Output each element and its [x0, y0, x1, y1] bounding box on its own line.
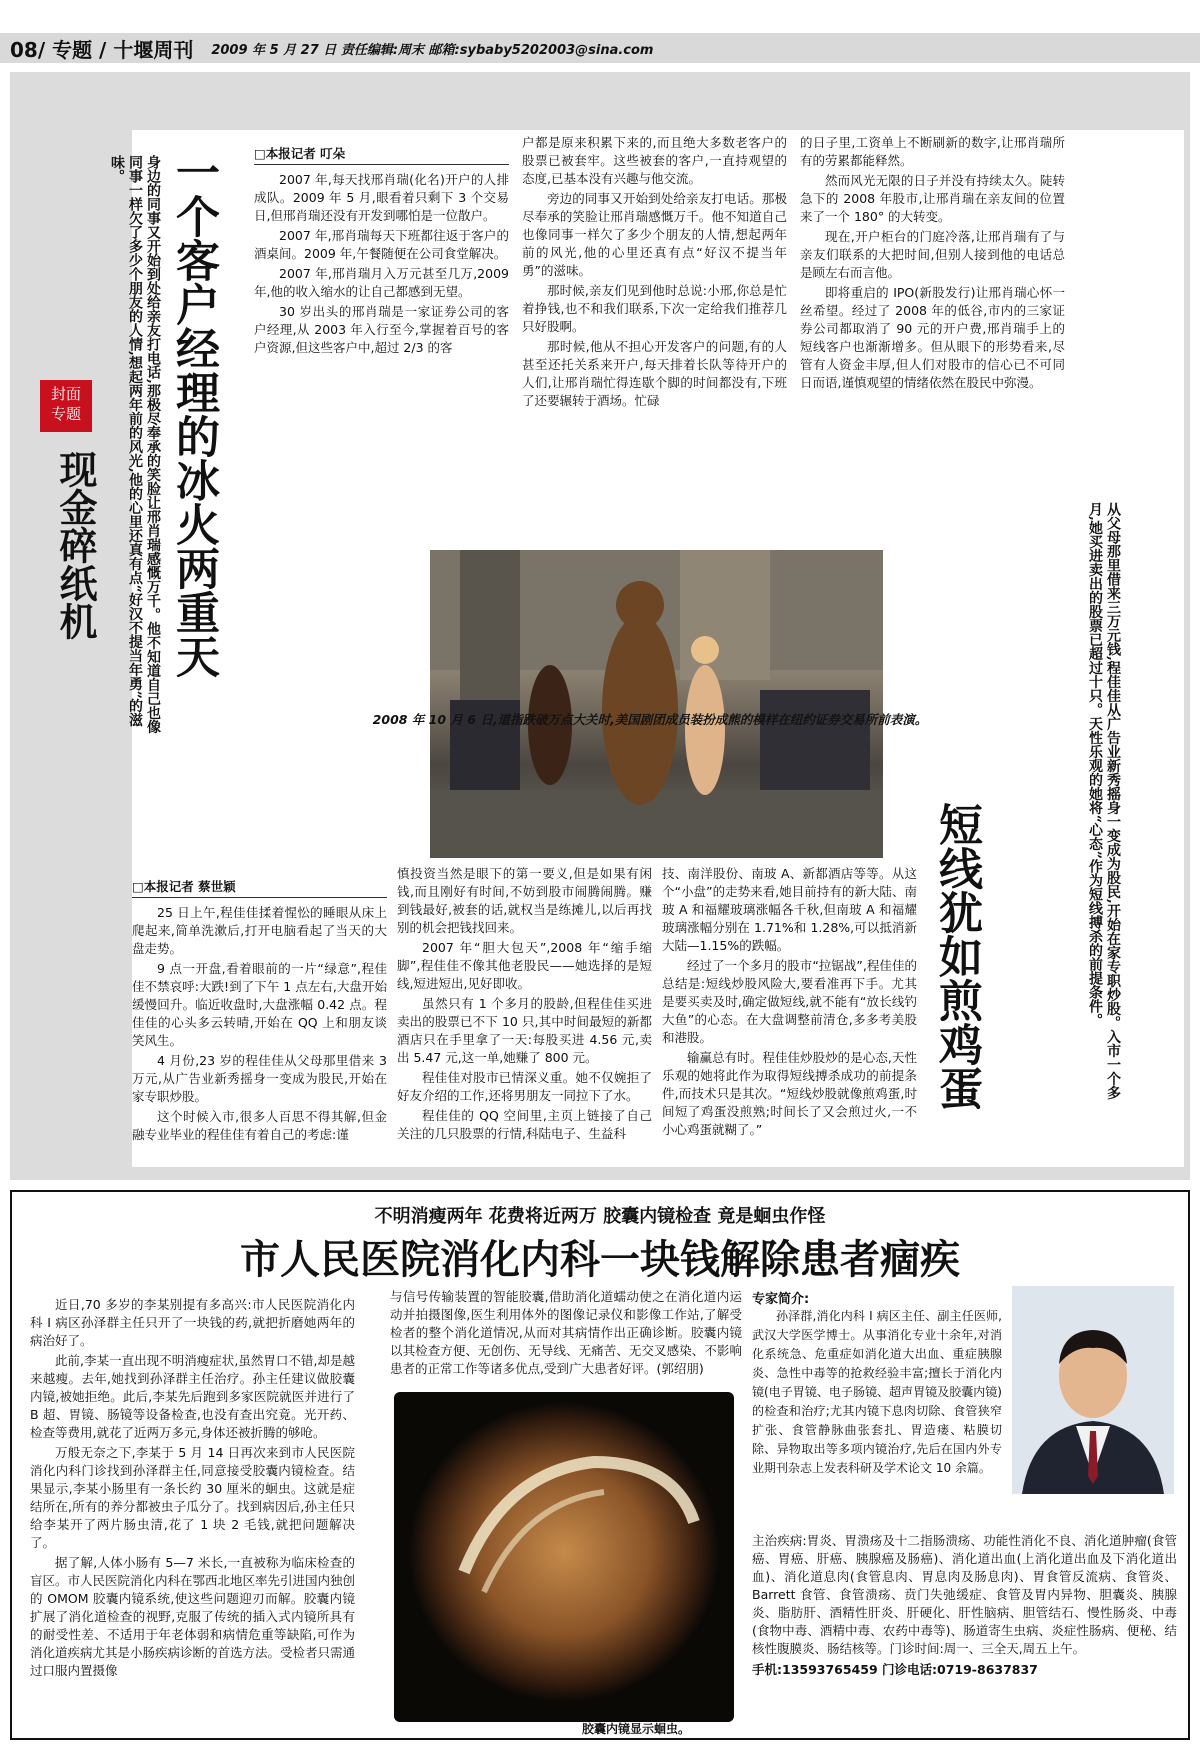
- expert-bio: 孙泽群,消化内科 I 病区主任、副主任医师,武汉大学医学博士。从事消化专业十余年,对消化系统急、危重症如消化道大出血、重症胰腺炎、急性中毒等的抢救经验丰富;擅长于消化内镜(电子胃镜、电子肠镜、超声胃镜及胶囊内镜)的检查和治疗;尤其内镜下息肉切除、食管狭窄扩张、食管静脉曲张套扎、胃造瘘、粘膜切除、异物取出等多项内镜治疗,先后在国内外专业期刊杂志上发表科研及学术论文 10 余篇。: [752, 1309, 1002, 1475]
- expert-label: 专家简介:: [752, 1292, 810, 1307]
- paragraph: 与信号传输装置的智能胶囊,借助消化道蠕动使之在消化道内运动并拍摄图像,医生利用体外的图像记录仪和影像工作站,了解受检者的整个消化道情况,从而对其病情作出正确诊断。胶囊内镜以其检查方便、无创伤、无导线、无痛苦、无交叉感染、不影响患者的正常工作等诸多优点,受到广大患者好评。(郭绍朋): [390, 1289, 742, 1376]
- article-2-byline: □本报记者 蔡世颖: [132, 877, 387, 898]
- paragraph: 4 月份,23 岁的程佳佳从父母那里借来 3 万元,从广告业新秀摇身一变成为股民,开始在家专职炒股。: [132, 1053, 387, 1104]
- capsule-photo-caption: 胶囊内镜显示蛔虫。: [582, 1722, 691, 1736]
- paragraph: 技、南洋股份、南玻 A、新都酒店等等。从这个“小盘”的走势来看,她目前持有的新大陆、南玻 A 和福耀玻璃涨幅各千秋,但南玻 A 和福耀玻璃涨幅分别在 1.71%和 1.28%,可以抵消新大陆—1.15%的跌幅。: [662, 866, 917, 953]
- contact-phone: 手机:13593765459 门诊电话:0719-8637837: [752, 1662, 1038, 1677]
- ad-headline: 市人民医院消化内科一块钱解除患者痼疾: [240, 1236, 960, 1283]
- paragraph: 2007 年,邢肖瑞月入万元甚至几万,2009 年,他的收入缩水的让自己都感到无望。: [254, 266, 509, 299]
- paragraph: 户都是原来积累下来的,而且绝大多数老客户的股票已被套牢。这些被套的客户,一直持观望的态度,已基本没有兴趣与他交流。: [522, 135, 787, 186]
- article-2-col-3: [662, 865, 917, 1141]
- article-1-deck: 身边的同事又开始到处给亲友打电话,那极尽奉承的笑脸让邢肖瑞感慨万千。他不知道自己也像同事一样欠了多少个朋友的人情,想起两年前的风光,他的心里还真有点“好汉不提当年勇”的滋味。: [109, 155, 161, 734]
- paragraph: 慎投资当然是眼下的第一要义,但是如果有闲钱,而且刚好有时间,不妨到股市闹腾闹腾。赚到钱最好,被套的话,就权当是练摊儿,以后再找别的机会把钱找回来。: [397, 866, 652, 935]
- paragraph: 万般无奈之下,李某于 5 月 14 日再次来到市人民医院消化内科门诊找到孙泽群主任,同意接受胶囊内镜检查。结果显示,李某小肠里有一条长约 30 厘米的蛔虫。这就是症结所在,所有的养分都被虫子瓜分了。找到病因后,孙主任只给李某开了两片肠虫清,花了 1 块 2 毛钱,就把问题解决了。: [30, 1445, 355, 1550]
- article-2-col-1: [132, 877, 387, 1146]
- capsule-endoscopy-photo: [394, 1392, 734, 1722]
- article-1-col-3: [800, 134, 1065, 394]
- article-1-col-2: [522, 134, 787, 412]
- article-2-col-2: [397, 865, 652, 1145]
- treatment-info: [752, 1532, 1177, 1678]
- paragraph: 然而风光无限的日子并没有持续太久。陡转急下的 2008 年股市,让邢肖瑞在亲友间的位置来了一个 180° 的大转变。: [800, 173, 1065, 224]
- paragraph: 9 点一开盘,看着眼前的一片“绿意”,程佳佳不禁哀呼:大跌!到了下午 1 点左右,大盘开始缓慢回升。临近收盘时,大盘涨幅 0.42 点。程佳佳的心头多云转晴,开始在 QQ 上和朋友谈笑风生。: [132, 961, 387, 1048]
- paragraph: 虽然只有 1 个多月的股龄,但程佳佳买进卖出的股票已不下 10 只,其中时间最短的新都酒店只在手里拿了一天:每股买进 4.56 元,卖出 5.47 元,这一单,她赚了 800 元。: [397, 996, 652, 1065]
- paragraph: 的日子里,工资单上不断刷新的数字,让邢肖瑞所有的劳累都能释然。: [800, 135, 1065, 168]
- paragraph: 那时候,他从不担心开发客户的问题,有的人甚至还托关系来开户,每天排着长队等待开户的人们,让邢肖瑞忙得连歇个脚的时间都没有,下班了还要辗转于酒场。忙碌: [522, 339, 787, 408]
- ad-col-1: [30, 1296, 355, 1682]
- feature-section: [10, 72, 1190, 1180]
- page-meta: 2009 年 5 月 27 日 责任编辑:周末 邮箱:sybaby5202003@sina.com: [211, 42, 654, 58]
- page-section-label: 08/ 专题 / 十堰周刊: [10, 37, 194, 62]
- paragraph: 25 日上午,程佳佳揉着惺忪的睡眼从床上爬起来,简单洗漱后,打开电脑看起了当天的大盘走势。: [132, 905, 387, 956]
- hospital-advertorial: [10, 1190, 1190, 1740]
- paragraph: 现在,开户柜台的门庭冷落,让邢肖瑞有了与亲友们联系的大把时间,但别人接到他的电话总是顾左右而言他。: [800, 229, 1065, 280]
- paragraph: 此前,李某一直出现不明消瘦症状,虽然胃口不错,却是越来越瘦。去年,她找到孙泽群主任治疗。孙主任建议做胶囊内镜,被她拒绝。此后,李某先后跑到多家医院就医并进行了 B 超、胃镜、肠镜等设备检查,也没有查出究竟。光开药、检查等费用,就花了近两万多元,身体还被折腾的够呛。: [30, 1353, 355, 1440]
- paragraph: 那时候,亲友们见到他时总说:小邢,你总是忙着挣钱,也不和我们联系,下次一定给我们推荐几只好股啊。: [522, 283, 787, 334]
- article-2-title: 短线犹如煎鸡蛋: [931, 802, 982, 1110]
- paragraph: 近日,70 多岁的李某别提有多高兴:市人民医院消化内科 I 病区孙泽群主任只开了一块钱的药,就把折磨她两年的病治好了。: [30, 1297, 355, 1348]
- article-1-byline: □本报记者 叮朵: [254, 144, 509, 165]
- page-header: [0, 33, 1200, 63]
- paragraph: 这个时候入市,很多人百思不得其解,但金融专业毕业的程佳佳有着自己的考虑:谨: [132, 1109, 387, 1142]
- ad-subhead: 不明消瘦两年 花费将近两万 胶囊内镜检查 竟是蛔虫作怪: [374, 1206, 826, 1227]
- paragraph: 程佳佳的 QQ 空间里,主页上链接了自己关注的几只股票的行情,科陆电子、生益科: [397, 1108, 652, 1141]
- section-title: 现金碎纸机: [53, 450, 98, 640]
- expert-intro: [752, 1288, 1002, 1480]
- paragraph: 即将重启的 IPO(新股发行)让邢肖瑞心怀一丝希望。经过了 2008 年的低谷,市内的三家证券公司都取消了 90 元的开户费,邢肖瑞手上的短线客户也渐渐增多。但从眼下的形势看来,尽管有人资金丰厚,但人们对股市的信心已不可同日而语,谨慎观望的情绪依然在股民中弥漫。: [800, 285, 1065, 390]
- treatment-list: 主治疾病:胃炎、胃溃疡及十二指肠溃疡、功能性消化不良、消化道肿瘤(食管癌、胃癌、肝癌、胰腺癌及肠癌)、消化道出血(上消化道出血及下消化道出血)、消化道息肉(食管息肉、胃息肉及肠息肉)、胃食管反流病、食管炎、Barrett 食管、食管溃疡、贲门失弛缓症、食管及胃内异物、胆囊炎、胰腺炎、脂肪肝、酒精性肝炎、肝硬化、肝性脑病、胆管结石、慢性肠炎、中毒(食物中毒、酒精中毒、农药中毒等)、肠道寄生虫病、炎症性肠病、便秘、结核性腹膜炎、肠结核等。门诊时间:周一、三全天,周五上午。: [752, 1533, 1177, 1656]
- paragraph: 旁边的同事又开始到处给亲友打电话。那极尽奉承的笑脸让邢肖瑞感慨万千。他不知道自己也像同事一样欠了多少个朋友的人情,想起两年前的风光,他的心里还真有点“好汉不提当年勇”的滋味。: [522, 191, 787, 278]
- paragraph: 经过了一个多月的股市“拉锯战”,程佳佳的总结是:短线炒股风险大,要看准再下手。尤其是要买卖及时,确定做短线,就不能有“放长线钓大鱼”的心态。在大盘调整前清仓,多多考美股和港股。: [662, 958, 917, 1045]
- paragraph: 2007 年“胆大包天”,2008 年“缩手缩脚”,程佳佳不像其他老股民——她选择的是短线,短进短出,见好即收。: [397, 940, 652, 991]
- bear-photo-caption: 2008 年 10 月 6 日,道指跌破万点大关时,美国剧团成员装扮成熊的模样在纽约证券交易所前表演。: [372, 712, 928, 727]
- article-1-title: 一个客户经理的冰火两重天: [168, 150, 219, 678]
- ad-col-2: [390, 1288, 742, 1380]
- paragraph: 输赢总有时。程佳佳炒股炒的是心态,天性乐观的她将此作为取得短线搏杀成功的前提条件,而技术只是其次。“短线炒股就像煎鸡蛋,时间短了鸡蛋没煎熟;时间长了又会煎过火,一不小心鸡蛋就糊了。”: [662, 1050, 917, 1137]
- article-2-deck: 从父母那里借来三万元钱,程佳佳从广告业新秀摇身一变成为股民,开始在家专职炒股。入市一个多月,她买进卖出的股票已超过十只。天性乐观的她将“心态”作为短线搏杀的前提条件。: [1087, 502, 1121, 1100]
- article-1-col-1: [254, 144, 509, 359]
- cover-badge: 封面 专题: [40, 380, 92, 432]
- paragraph: 2007 年,邢肖瑞每天下班都往返于客户的酒桌间。2009 年,午餐随便在公司食堂解决。: [254, 228, 509, 261]
- doctor-portrait: [1012, 1286, 1174, 1494]
- paragraph: 据了解,人体小肠有 5—7 米长,一直被称为临床检查的盲区。市人民医院消化内科在鄂西北地区率先引进国内独创的 OMOM 胶囊内镜系统,使这些问题迎刃而解。胶囊内镜扩展了消化道检查的视野,克服了传统的插入式内镜所具有的耐受性差、不适用于年老体弱和病情危重等缺陷,可作为消化道疾病尤其是小肠疾病诊断的首选方法。受检者只需通过口服内置摄像: [30, 1555, 356, 1678]
- bear-performance-photo: [430, 550, 883, 858]
- paragraph: 30 岁出头的邢肖瑞是一家证券公司的客户经理,从 2003 年入行至今,掌握着百号的客户资源,但这些客户中,超过 2/3 的客: [254, 304, 509, 355]
- paragraph: 2007 年,每天找邢肖瑞(化名)开户的人排成队。2009 年 5 月,眼看着只剩下 3 个交易日,但邢肖瑞还没有开发到哪怕是一位散户。: [254, 172, 509, 223]
- paragraph: 程佳佳对股市已情深义重。她不仅婉拒了好友介绍的工作,还将男朋友一同拉下了水。: [397, 1070, 652, 1103]
